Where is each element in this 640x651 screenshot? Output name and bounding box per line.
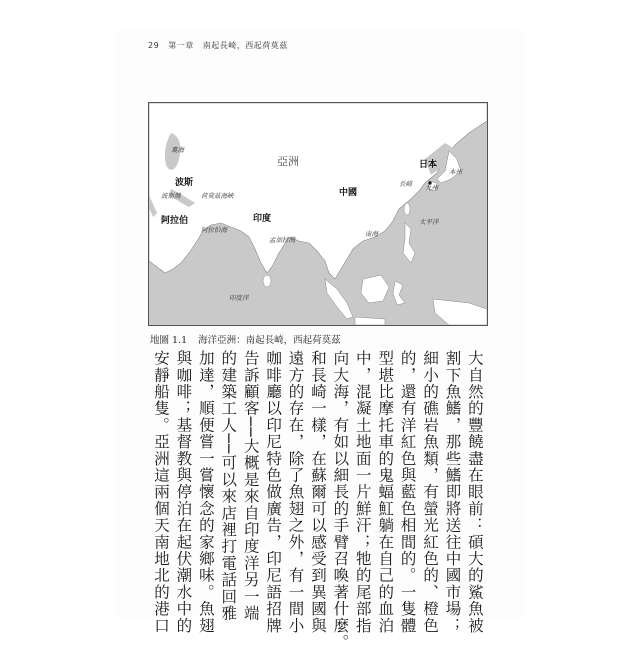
label-bay-of-bengal: 孟加拉灣 [269,236,295,244]
chapter-label: 第一章 [168,41,194,50]
label-arabian-sea: 阿拉伯海 [201,226,227,234]
page-number: 29 [148,41,160,50]
text-column: 割下魚鰭，那些鰭即將送往中國市場； [443,350,462,634]
text-column: 與咖啡；基督教與停泊在起伏潮水中的 [174,350,193,634]
text-column: 告訴顧客──大概是來自印度洋另一端 [241,350,260,622]
label-kyushu: 九州 [425,184,438,192]
label-indian-ocean: 印度洋 [229,294,249,302]
label-japan: 日本 [419,160,438,170]
label-pacific: 太平洋 [419,218,439,226]
text-column: 大自然的豐饒盡在眼前：碩大的鯊魚被 [465,350,484,634]
text-column: 的，還有洋紅色與藍色相間的。一隻體 [398,350,417,634]
text-column: 和長崎一樣，在蘇爾可以感受到異國與 [308,350,327,634]
label-south-sea: 南海 [365,230,378,238]
text-column: 型堪比摩托車的鬼蝠魟躺在自己的血泊 [376,350,395,634]
text-column: 咖啡廳以印尼特色做廣告，印尼語招牌 [264,350,283,634]
philippines [403,223,415,263]
borneo [361,275,389,303]
map-landmass [149,103,487,325]
label-honshu: 本州 [449,168,462,176]
sumatra [325,279,353,319]
label-china: 中國 [339,188,358,198]
caption-text: 海洋亞洲：南起長崎，西起荷莫茲 [198,335,341,346]
label-nagasaki: 長崎 [399,180,412,188]
text-column: 的建築工人──可以來店裡打電話回雅 [219,350,238,622]
running-head [148,40,294,51]
text-column: 安靜船隻。亞洲這兩個天南地北的港口 [152,350,170,634]
chapter-title: 南起長崎，西起荷莫茲 [202,41,288,50]
text-column: 遠方的存在，除了魚翅之外，有一間小 [286,350,305,634]
label-persian-gulf: 波斯灣 [161,192,181,200]
text-column: 細小的礁岩魚類，有螢光紅色的、橙色 [421,350,440,634]
label-arabia: 阿拉伯 [161,216,189,226]
text-column: 向大海，有如以細長的手臂召喚著什麼。 [331,350,350,651]
text-column: 中，混凝土地面一片鮮汗；牠的尾部指 [353,350,372,634]
sri-lanka [263,275,271,287]
caption-label: 地圖 1.1 [150,335,188,346]
text-column: 加達，順便嘗一嘗懷念的家鄉味。魚翅 [196,350,215,634]
taiwan [404,203,410,215]
label-asia: 亞洲 [277,155,299,168]
label-persia: 波斯 [175,178,194,188]
java [355,317,385,325]
label-caspian: 裏海 [171,146,184,154]
figure-caption [150,332,349,346]
label-hormuz: 荷莫茲海峽 [201,192,234,200]
body-text [151,350,485,651]
asia-map [148,102,488,326]
label-india: 印度 [253,214,272,224]
sulawesi [393,281,405,305]
new-guinea [433,299,487,325]
